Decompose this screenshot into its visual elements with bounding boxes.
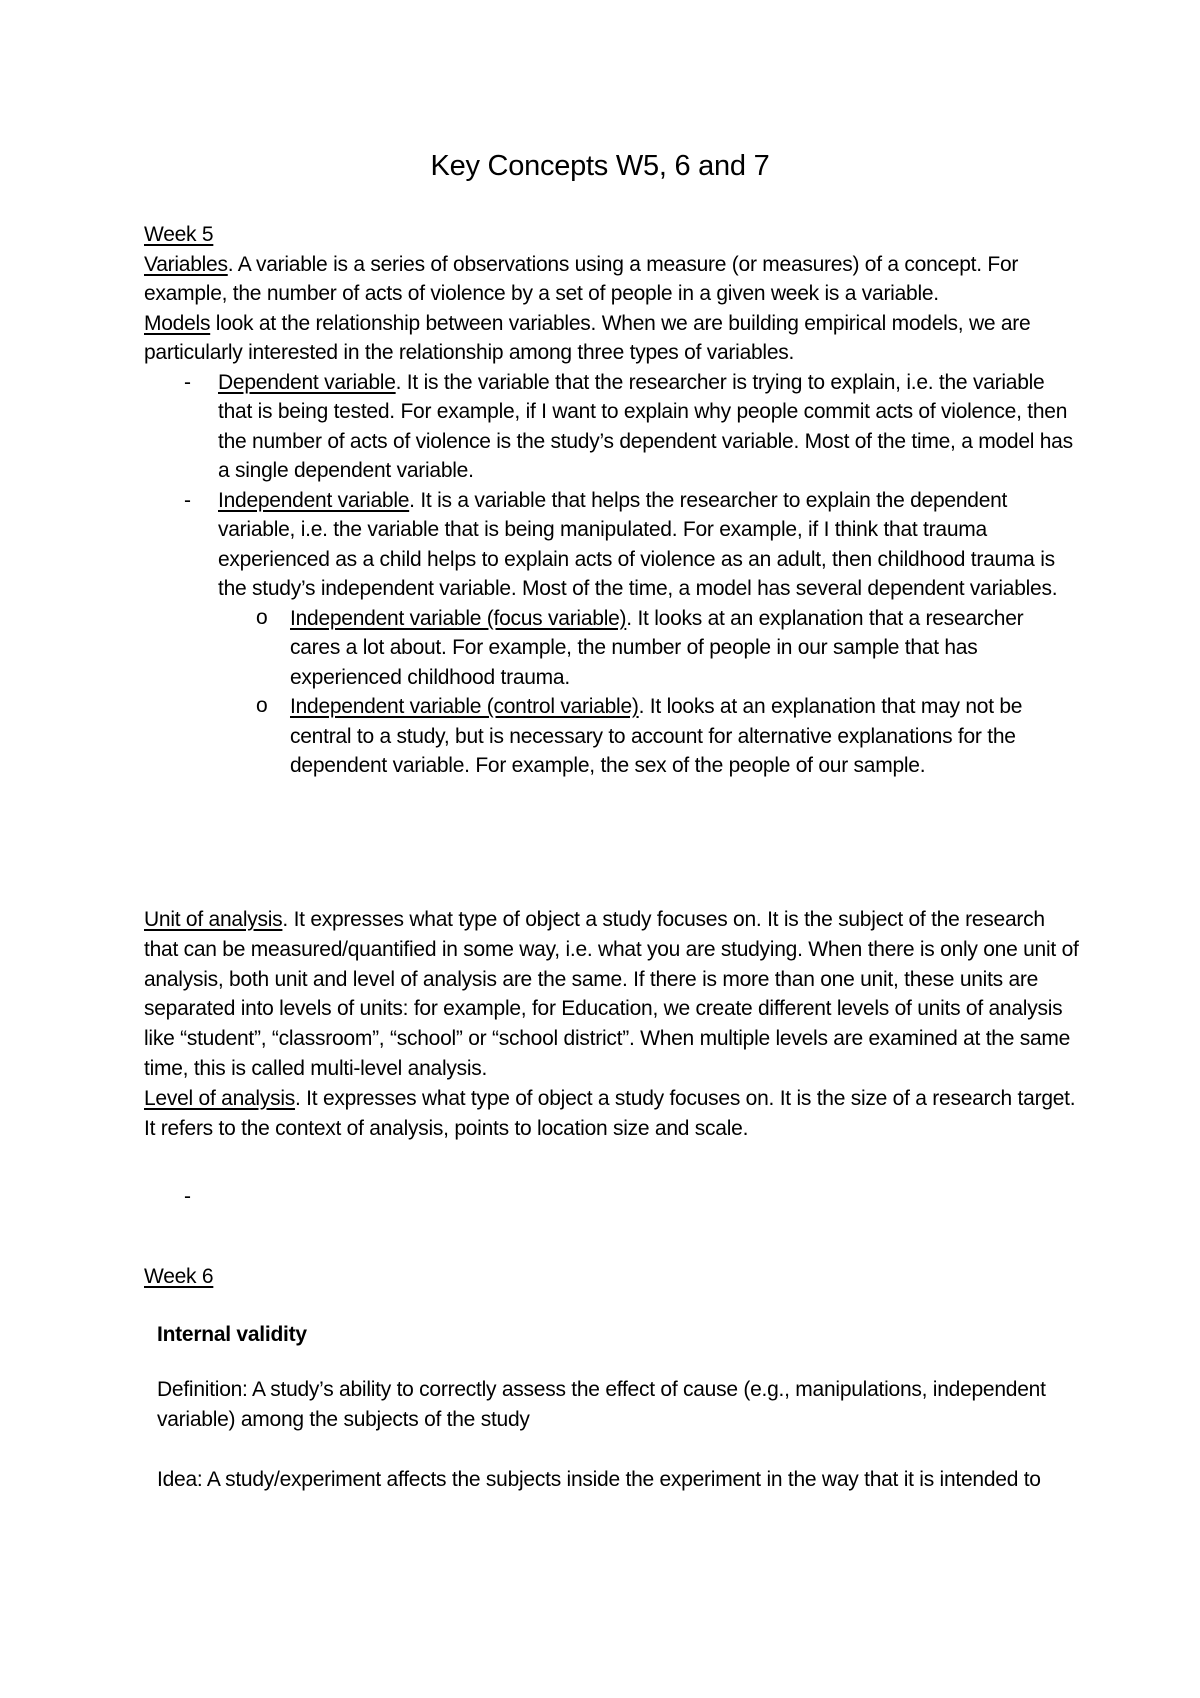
bullet-independent-variable [144,486,1079,604]
subbullet-focus-variable [144,604,1079,693]
focus-variable-text: . It looks at an explanation that a researcher cares a lot about. For example, the number of people in our sample that has experienced childhood trauma. [290,606,1024,689]
level-of-analysis-paragraph [144,1084,1079,1144]
week6-heading: Week 6 [144,1265,214,1288]
subbullet-marker: o [256,605,268,629]
control-variable-text: . It looks at an explanation that may not be central to a study, but is necessary to account for alternative explanations for the dependent variable. For example, the sex of the people of our sample. [290,695,1023,777]
unit-of-analysis-text: . It expresses what type of object a study focuses on. It is the subject of the research that can be measured/quantified in some way, i.e. what you are studying. When there is only one unit of analysis, both unit and level of analysis are the same. If there is more than one unit, these units are separated into levels of units: for example, for Education, we create different levels of units of analysis like “student”, “classroom”, “school” or “school district”. When multiple levels are examined at the same time, this is called multi-level analysis. [144,908,1079,1080]
variables-term: Variables [144,252,228,276]
definition-paragraph: Definition: A study’s ability to correctly assess the effect of cause (e.g., manipulations, independent variable) among the subjects of the study [157,1378,1046,1431]
internal-validity-heading: Internal validity [157,1323,307,1346]
independent-variable-text: . It is a variable that helps the researcher to explain the dependent variable, i.e. the variable that is being manipulated. For example, if I think that trauma experienced as a child helps to explain acts of violence as an adult, then childhood trauma is the study’s independent variable. Most of the time, a model has several dependent variables. [218,488,1058,600]
document-title: Key Concepts W5, 6 and 7 [430,150,770,182]
dependent-variable-text: . It is the variable that the researcher is trying to explain, i.e. the variable that is being tested. For example, if I want to explain why people commit acts of violence, then the number of acts of violence is the study’s dependent variable. Most of the time, a model has a single dependent variable. [218,370,1073,482]
unit-of-analysis-term: Unit of analysis [144,908,283,931]
bullet-dependent-variable [144,368,1079,486]
models-text: look at the relationship between variables. When we are building empirical models, we are particularly interested in the relationship among three types of variables. [144,311,1031,364]
analysis-section [144,905,1079,1143]
level-of-analysis-text: . It expresses what type of object a study focuses on. It is the size of a research target. It refers to the context of analysis, points to location size and scale. [144,1086,1076,1140]
subbullet-marker: o [256,694,268,717]
models-paragraph [144,309,1079,368]
week5-section [144,220,1079,781]
models-term: Models [144,311,211,335]
week5-heading: Week 5 [144,223,214,246]
level-of-analysis-term: Level of analysis [144,1086,296,1110]
independent-variable-term: Independent variable [218,488,410,512]
subbullet-control-variable [144,692,1079,781]
control-variable-term: Independent variable (control variable) [290,695,639,718]
week6-section [144,1262,1079,1292]
focus-variable-term: Independent variable (focus variable) [290,606,627,630]
variables-paragraph [144,250,1079,309]
dependent-variable-term: Dependent variable [218,370,396,394]
variables-text: . A variable is a series of observations using a measure (or measures) of a concept. For example, the number of acts of violence by a set of people in a given week is a variable. [144,252,1019,305]
unit-of-analysis-paragraph [144,905,1079,1084]
trailing-bullet-marker: - [184,1185,191,1208]
bullet-marker: - [184,488,191,512]
bullet-marker: - [184,370,191,394]
idea-paragraph: Idea: A study/experiment affects the subjects inside the experiment in the way that it is intended to [157,1468,1041,1491]
